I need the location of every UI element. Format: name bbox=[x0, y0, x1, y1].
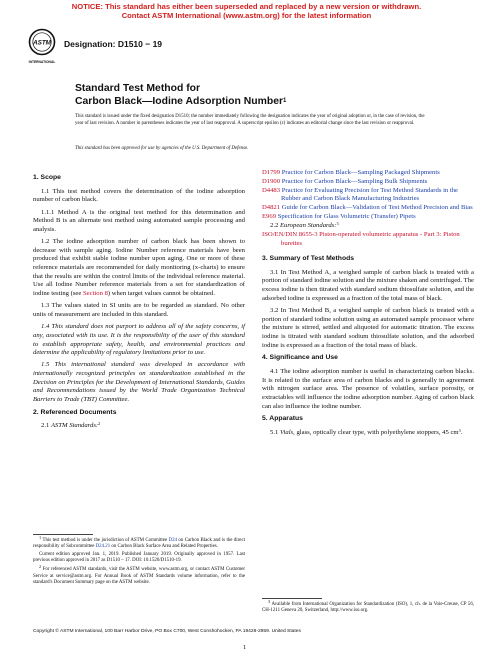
footnote-1: $^1$ This test method is under the jurisdiction of ASTM Committee D24 on Carbon Black and is the direct responsibility of Subcommittee D24.21 on Carbon Black Surface Area and Related Properties. bbox=[33, 535, 245, 550]
notice-line-2: Contact ASTM International (www.astm.org) for the latest information bbox=[121, 11, 372, 20]
footnotes-left bbox=[33, 535, 245, 588]
section-2-heading: 2. Referenced Documents bbox=[33, 408, 117, 416]
para-4-1: 4.1 The iodine adsorption number is useful in characterizing carbon blacks. It is related to the surface area of carbon blacks and is generally in agreement with nitrogen surface area. The presence of volatiles, surface porosity, or extractables will influence the iodine adsorption number. Aging of carbon black can also influence the iodine number. bbox=[262, 367, 474, 410]
page-number: 1 bbox=[243, 644, 247, 651]
svg-text:INTERNATIONAL: INTERNATIONAL bbox=[28, 60, 56, 64]
title-line-2: Carbon Black—Iodine Adsorption Number$^1$ bbox=[75, 96, 287, 107]
section-8-link[interactable]: Section 8 bbox=[82, 290, 108, 298]
astm-logo-icon bbox=[27, 28, 57, 70]
para-1-3: 1.3 The values stated in SI units are to be regarded as standard. No other units of measurement are included in this standard. bbox=[33, 302, 245, 318]
section-5-heading: 5. Apparatus bbox=[262, 415, 303, 423]
approval-note: This standard has been approved for use by agencies of the U.S. Department of Defense. bbox=[75, 146, 249, 151]
para-1-1-1: 1.1.1 Method A is the original test method for this determination and Method B is an alternate test method using automated sample processing and analysis. bbox=[33, 208, 245, 233]
designation: Designation: D1510 − 19 bbox=[64, 39, 163, 49]
ref-iso-8655-3[interactable]: ISO/EN/DIN 8655-3 Piston-operated volumetric apparatus - Part 3: Piston burettes bbox=[262, 230, 460, 247]
para-2-1: 2.1 ASTM Standards:$^2$ bbox=[41, 421, 101, 430]
ref-d4821: D4821 Guide for Carbon Black—Validation of Test Method Precision and Bias bbox=[262, 204, 473, 212]
section-1-heading: 1. Scope bbox=[33, 174, 61, 181]
para-5-1: 5.1 Vials, glass, optically clear type, with polyethylene stoppers, 45 $cm^3$. bbox=[270, 427, 463, 436]
para-3-1: 3.1 In Test Method A, a weighed sample of carbon black is treated with a portion of standard iodine solution and the mixture shaken and centrifuged. The excess iodine is then titrated with standard sodium thiosulfate solution, and the adsorbed iodine is expressed as a fraction of the total mass of black. bbox=[262, 268, 474, 302]
ref-link[interactable]: D4483 bbox=[262, 186, 281, 194]
ref-link[interactable]: D4821 bbox=[262, 204, 281, 212]
notice-banner bbox=[0, 2, 493, 20]
para-1-2: 1.2 The iodine adsorption number of carbon black has been shown to decrease with sample aging. Iodine Number reference materials have been produced that exhibit stable iodine number upon aging. One or more of these reference materials are recommended for daily monitoring (x-charts) to ensure that the results are within the control limits of the individual reference material. Use all Iodine Number reference materials from a set for standardization of iodine testing (see Section 8) when target values cannot be obtained. bbox=[33, 238, 245, 298]
svg-text:ASTM: ASTM bbox=[33, 39, 51, 47]
ref-link[interactable]: E969 bbox=[262, 213, 277, 221]
d24-link[interactable]: D24 bbox=[168, 538, 177, 544]
para-1-5: 1.5 This international standard was developed in accordance with internationally recognized principles on standardization established in the Decision on Principles for the Development of International Standards, Guides and Recommendations issued by the World Trade Organization Technical Barriers to Trade (TBT) Committee. bbox=[33, 361, 245, 404]
ref-link[interactable]: D1900 bbox=[262, 177, 281, 185]
footnote-rule-left bbox=[33, 534, 93, 535]
para-1-4: 1.4 This standard does not purport to address all of the safety concerns, if any, associated with its use. It is the responsibility of the user of this standard to establish appropriate safety, health, and environmental practices and determine the applicability of regulatory limitations prior to use. bbox=[33, 323, 245, 357]
copyright-line: Copyright © ASTM International, 100 Barr Harbor Drive, PO Box C700, West Conshohocken, PA 19428-2959. United States bbox=[33, 629, 301, 634]
title-line-1: Standard Test Method for bbox=[75, 83, 201, 94]
ref-link[interactable]: D1799 bbox=[262, 169, 281, 176]
notice-line-1: NOTICE: This standard has either been superseded and replaced by a new version or withdrawn. bbox=[71, 2, 422, 11]
standard-note: This standard is issued under the fixed designation D1510; the number immediately following the designation indicates the year of original adoption or, in the case of revision, the year of last revision. A number in parentheses indicates the year of last reapproval. A superscript epsilon (ε) indicates an editorial change since the last revision or reapproval. bbox=[75, 114, 425, 126]
footnote-2: $^2$ For referenced ASTM standards, visit the ASTM website, www.astm.org, or contact ASTM Customer Service at service@astm.org. For Annual Book of ASTM Standards volume information, refer to the standard's Document Summary page on the ASTM website. bbox=[33, 564, 245, 585]
footnote-current-edition: Current edition approved Jan. 1, 2019. Published January 2019. Originally approved in 1957. Last previous edition approved in 2017 as D1510 – 17. DOI: 10.1520/D1510-19. bbox=[33, 551, 245, 564]
para-1-1: 1.1 This test method covers the determination of the iodine adsorption number of carbon black. bbox=[33, 187, 245, 204]
para-2-2: 2.2 European Standards:$^3$ bbox=[270, 221, 339, 230]
ref-e969: E969 Specification for Glass Volumetric (Transfer) Pipets bbox=[262, 213, 416, 221]
section-3-heading: 3. Summary of Test Methods bbox=[262, 255, 355, 263]
document-title bbox=[75, 82, 286, 108]
right-column bbox=[262, 169, 474, 441]
section-4-heading: 4. Significance and Use bbox=[262, 354, 338, 362]
footnotes-right bbox=[262, 599, 475, 616]
ref-d1799: D1799 Practice for Carbon Black—Sampling Packaged Shipments bbox=[262, 169, 440, 176]
ref-d1900: D1900 Practice for Carbon Black—Sampling Bulk Shipments bbox=[262, 177, 428, 185]
footnote-rule-right bbox=[262, 598, 322, 599]
footnote-3: $^3$ Available from International Organization for Standardization (ISO), 1, ch. de la Voie-Creuse, CP 56, CH-1211 Geneva 20, Switzerland, http://www.iso.org. bbox=[262, 599, 475, 614]
d24-21-link[interactable]: D24.21 bbox=[95, 544, 111, 550]
ref-d4483: D4483 Practice for Evaluating Precision for Test Method Standards in the Rubber and Carbon Black Manufacturing Industries bbox=[262, 186, 459, 203]
para-3-2: 3.2 In Test Method B, a weighed sample of carbon black is treated with a portion of standard iodine solution using an automated sample processor where the mixture is stirred, settled and aliquoted for automatic titration. The excess iodine is titrated with standard sodium thiosulfate solution, and the adsorbed iodine is expressed as a fraction of the total mass of black. bbox=[262, 307, 474, 349]
left-column bbox=[33, 170, 245, 435]
